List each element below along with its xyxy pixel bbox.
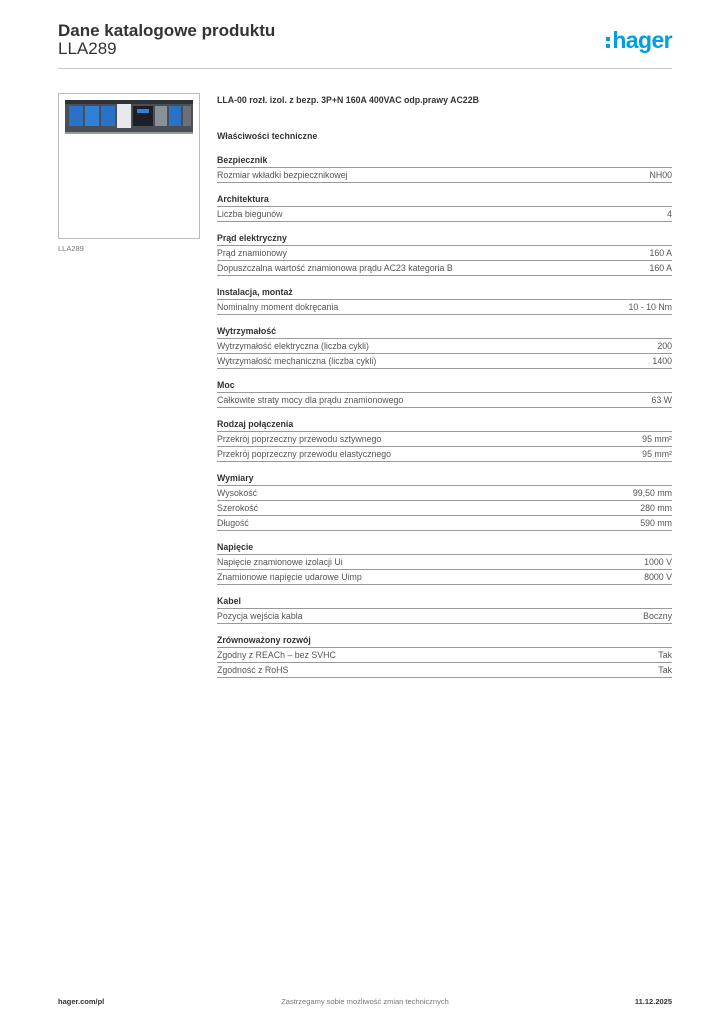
product-description: LLA-00 rozł. izol. z bezp. 3P+N 160A 400VAC odp.prawy AC22B [217, 95, 479, 105]
technical-specifications [217, 94, 672, 688]
spec-value: 95 mm² [642, 434, 672, 444]
spec-row [217, 516, 672, 531]
spec-group-title: Moc [217, 379, 672, 393]
footer-disclaimer: Zastrzegamy sobie możliwość zmian technicznych [281, 997, 449, 1006]
spec-row [217, 300, 672, 315]
spec-value: 160 A [649, 263, 672, 273]
spec-label: Całkowite straty mocy dla prądu znamionowego [217, 395, 404, 405]
spec-label: Znamionowe napięcie udarowe Uimp [217, 572, 362, 582]
logo-text: hager [612, 27, 672, 53]
spec-group [217, 193, 672, 222]
spec-group-title: Zrównoważony rozwój [217, 634, 672, 648]
spec-group [217, 595, 672, 624]
footer-date: 11.12.2025 [634, 997, 672, 1006]
spec-label: Wytrzymałość elektryczna (liczba cykli) [217, 341, 369, 351]
product-code-subtitle: LLA289 [58, 39, 117, 58]
spec-group [217, 472, 672, 531]
spec-label: Pozycja wejścia kabla [217, 611, 303, 621]
spec-group [217, 232, 672, 276]
spec-group [217, 154, 672, 183]
spec-row [217, 555, 672, 570]
spec-label: Długość [217, 518, 249, 528]
spec-label: Rozmiar wkładki bezpiecznikowej [217, 170, 348, 180]
spec-label: Przekrój poprzeczny przewodu elastycznego [217, 449, 392, 459]
spec-group-title: Rodzaj połączenia [217, 418, 672, 432]
spec-group [217, 541, 672, 585]
page-footer [58, 997, 672, 1011]
spec-value: 63 W [651, 395, 672, 405]
spec-label: Wysokość [217, 488, 258, 498]
spec-value: Boczny [643, 611, 672, 621]
spec-row [217, 609, 672, 624]
spec-label: Liczba biegunów [217, 209, 283, 219]
spec-group-title: Architektura [217, 193, 672, 207]
footer-website-link[interactable]: hager.com/pl [58, 997, 105, 1006]
spec-group-title: Wytrzymałość [217, 325, 672, 339]
spec-value: 1400 [652, 356, 672, 366]
spec-row [217, 393, 672, 408]
spec-group-title: Wymiary [217, 472, 672, 486]
spec-group-title: Napięcie [217, 541, 672, 555]
spec-value: 280 mm [640, 503, 672, 513]
spec-groups [217, 154, 672, 678]
spec-row [217, 354, 672, 369]
spec-group [217, 379, 672, 408]
spec-value: 95 mm² [642, 449, 672, 459]
spec-group-title: Bezpiecznik [217, 154, 672, 168]
spec-row [217, 570, 672, 585]
spec-group [217, 325, 672, 369]
spec-row [217, 432, 672, 447]
spec-label: Wytrzymałość mechaniczna (liczba cykli) [217, 356, 377, 366]
header-divider [58, 68, 672, 69]
spec-label: Napięcie znamionowe izolacji Ui [217, 557, 343, 567]
product-image [58, 93, 200, 239]
spec-value: Tak [658, 665, 672, 675]
spec-value: Tak [658, 650, 672, 660]
spec-row [217, 501, 672, 516]
spec-value: 200 [657, 341, 672, 351]
spec-row [217, 648, 672, 663]
spec-group-title: Instalacja, montaż [217, 286, 672, 300]
spec-row [217, 486, 672, 501]
spec-group-title: Prąd elektryczny [217, 232, 672, 246]
image-caption: LLA289 [58, 244, 84, 253]
spec-label: Dopuszczalna wartość znamionowa prądu AC23 kategoria B [217, 263, 453, 273]
spec-group-title: Kabel [217, 595, 672, 609]
spec-row [217, 168, 672, 183]
page-title: Dane katalogowe produktu [58, 21, 276, 40]
spec-value: 590 mm [640, 518, 672, 528]
spec-value: 10 - 10 Nm [628, 302, 672, 312]
spec-label: Zgodny z REACh – bez SVHC [217, 650, 336, 660]
spec-row [217, 207, 672, 222]
spec-label: Nominalny moment dokręcania [217, 302, 339, 312]
spec-value: 99,50 mm [632, 488, 672, 498]
spec-value: 160 A [649, 248, 672, 258]
spec-value: 4 [667, 209, 672, 219]
hager-logo [606, 27, 672, 53]
spec-group [217, 634, 672, 678]
spec-group [217, 286, 672, 315]
fuse-switch-disconnector-illustration [59, 94, 199, 238]
logo-colon-mark [606, 31, 610, 49]
spec-row [217, 261, 672, 276]
spec-value: NH00 [649, 170, 672, 180]
spec-row [217, 246, 672, 261]
spec-group [217, 418, 672, 462]
spec-value: 1000 V [644, 557, 672, 567]
technical-properties-heading: Właściwości techniczne [217, 131, 318, 141]
page-header [58, 20, 672, 68]
spec-label: Zgodność z RoHS [217, 665, 289, 675]
spec-value: 8000 V [644, 572, 672, 582]
spec-row [217, 339, 672, 354]
spec-row [217, 663, 672, 678]
spec-row [217, 447, 672, 462]
spec-label: Przekrój poprzeczny przewodu sztywnego [217, 434, 382, 444]
spec-label: Szerokość [217, 503, 259, 513]
spec-label: Prąd znamionowy [217, 248, 287, 258]
